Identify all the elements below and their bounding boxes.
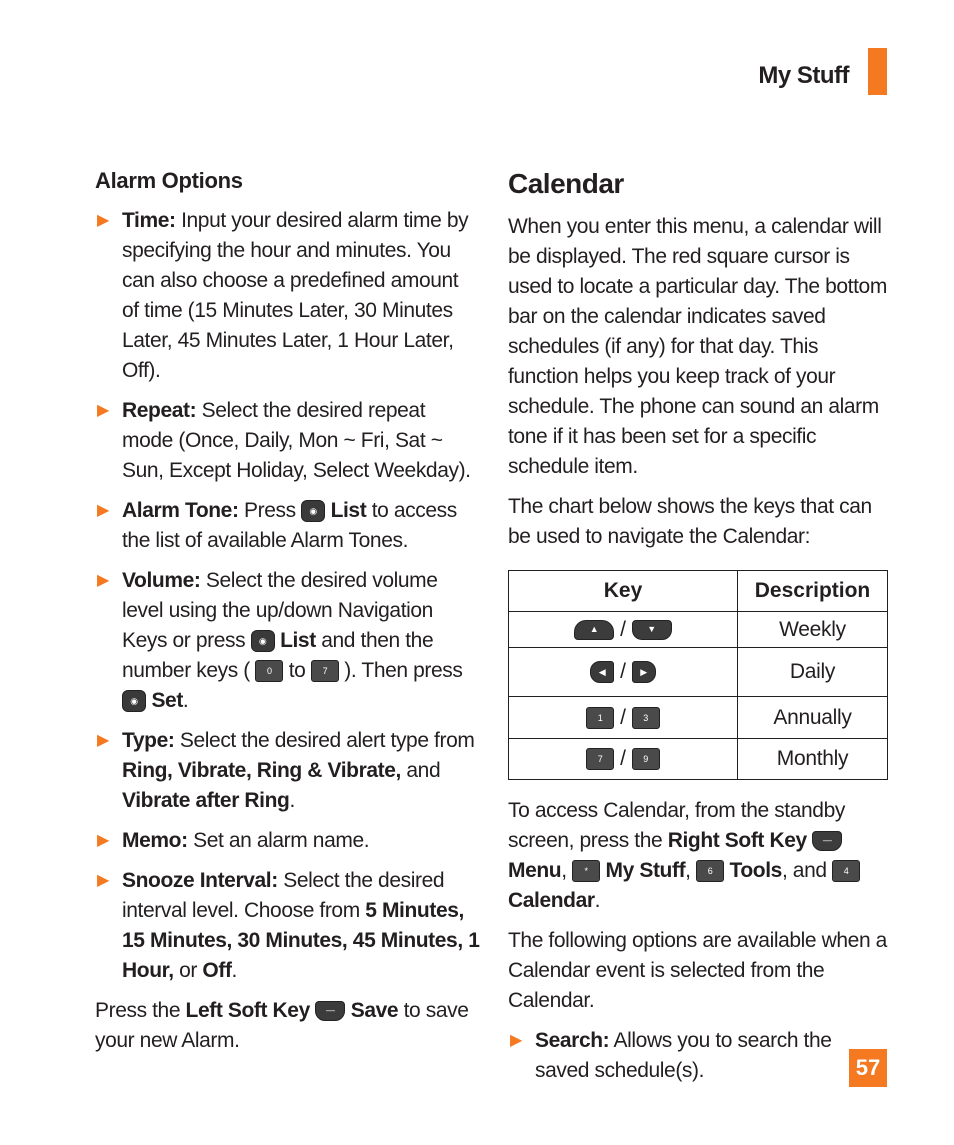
right-soft-key-label: Right Soft Key	[667, 829, 807, 852]
tools-label: Tools	[729, 859, 782, 882]
bullet-arrow-icon: ▶	[97, 402, 109, 419]
table-row	[509, 648, 888, 697]
bullet-arrow-icon: ▶	[97, 572, 109, 589]
key-4-icon: 4	[832, 860, 860, 882]
nav-right-key-icon: ▶	[632, 661, 656, 683]
repeat-text: Select the desired repeat mode (Once, Daily, Mon ~ Fri, Sat ~ Sun, Except Holiday, Select Weekday).	[122, 399, 471, 482]
options-intro: The following options are available when a Calendar event is selected from the Calendar.	[508, 929, 887, 1012]
save-paragraph	[95, 996, 480, 1056]
bullet-repeat	[95, 396, 480, 486]
alarm-tone-text2: to access the list of available Alarm Tones.	[122, 499, 457, 552]
bullet-arrow-icon: ▶	[510, 1032, 522, 1049]
access-end: .	[594, 889, 601, 912]
table-cell-key	[509, 612, 738, 648]
access-and: , and	[781, 859, 833, 882]
volume-text3: to	[283, 659, 311, 682]
bullet-volume	[95, 566, 480, 716]
type-label: Type:	[122, 729, 175, 752]
bullet-alarm-tone	[95, 496, 480, 556]
bullet-snooze	[95, 866, 480, 986]
my-stuff-label: My Stuff	[605, 859, 686, 882]
alarm-options-heading: Alarm Options	[95, 168, 243, 193]
left-soft-key-label: Left Soft Key	[185, 999, 310, 1022]
key-separator: /	[620, 660, 626, 683]
snooze-text1: Select the desired interval level. Choose from	[122, 869, 445, 922]
key-0-icon: 0	[255, 660, 283, 682]
bullet-time	[95, 206, 480, 386]
bullet-type	[95, 726, 480, 816]
nav-down-key-icon: ▼	[632, 620, 672, 640]
set-label: Set	[151, 689, 183, 712]
save-text2: to save your new Alarm.	[95, 999, 469, 1052]
left-soft-key-icon: —	[315, 1001, 345, 1021]
right-soft-key-icon: —	[812, 831, 842, 851]
save-text1: Press the	[95, 999, 186, 1022]
bullet-arrow-icon: ▶	[97, 212, 109, 229]
table-cell-description: Daily	[738, 648, 888, 697]
menu-label: Menu	[508, 859, 562, 882]
list-label: List	[330, 499, 367, 522]
type-text3: .	[289, 789, 295, 812]
ok-key-icon: ◉	[251, 630, 275, 652]
table-row	[509, 739, 888, 780]
page-number: 57	[849, 1049, 887, 1087]
right-column	[508, 166, 888, 1096]
snooze-off: Off	[202, 959, 232, 982]
alarm-tone-label: Alarm Tone:	[122, 499, 239, 522]
left-column	[95, 166, 480, 1066]
key-7-icon: 7	[586, 748, 614, 770]
table-header-description: Description	[738, 571, 888, 612]
volume-text4: ). Then press	[338, 659, 463, 682]
key-6-icon: 6	[696, 860, 724, 882]
table-header-key: Key	[509, 571, 738, 612]
type-text2: and	[400, 759, 441, 782]
key-7-icon: 7	[311, 660, 339, 682]
time-text: Input your desired alarm time by specifying the hour and minutes. You can also choose a predefined amount of time (15 Minutes Later, 30 Minutes Later, 45 Minutes Later, 1 Hour Later, Off).	[122, 209, 469, 382]
type-opts: Ring, Vibrate, Ring & Vibrate,	[122, 759, 401, 782]
search-label: Search:	[535, 1029, 610, 1052]
nav-left-key-icon: ◀	[590, 661, 614, 683]
bullet-arrow-icon: ▶	[97, 832, 109, 849]
volume-text1: Select the desired volume level using the up/down Navigation Keys or press	[122, 569, 438, 652]
volume-text2: and then the number keys (	[122, 629, 434, 682]
table-row	[509, 697, 888, 739]
header-accent-bar	[868, 48, 887, 95]
table-cell-key	[509, 648, 738, 697]
bullet-arrow-icon: ▶	[97, 502, 109, 519]
key-star-icon: *	[572, 860, 600, 882]
header-title: My Stuff	[758, 62, 849, 89]
list-label: List	[280, 629, 316, 652]
save-label: Save	[350, 999, 399, 1022]
ok-key-icon: ◉	[122, 690, 146, 712]
bullet-arrow-icon: ▶	[97, 732, 109, 749]
key-3-icon: 3	[632, 707, 660, 729]
table-row	[509, 612, 888, 648]
key-9-icon: 9	[632, 748, 660, 770]
volume-label: Volume:	[122, 569, 201, 592]
table-cell-description: Monthly	[738, 739, 888, 780]
snooze-opts: 5 Minutes, 15 Minutes, 30 Minutes, 45 Minutes, 1 Hour,	[122, 899, 480, 982]
time-label: Time:	[122, 209, 176, 232]
type-text1: Select the desired alert type from	[174, 729, 475, 752]
access-paragraph	[508, 796, 888, 916]
calendar-heading: Calendar	[508, 168, 624, 199]
table-header-row	[509, 571, 888, 612]
table-cell-key	[509, 697, 738, 739]
key-separator: /	[620, 747, 626, 770]
memo-label: Memo:	[122, 829, 188, 852]
snooze-text3: .	[231, 959, 237, 982]
key-separator: /	[620, 705, 626, 729]
navigation-key-table	[508, 570, 888, 780]
key-separator: /	[620, 617, 626, 641]
table-cell-description: Weekly	[738, 612, 888, 648]
access-comma1: ,	[561, 859, 567, 882]
repeat-label: Repeat:	[122, 399, 197, 422]
ok-key-icon: ◉	[301, 500, 325, 522]
access-text1: To access Calendar, from the standby screen, press the	[508, 799, 845, 852]
snooze-label: Snooze Interval:	[122, 869, 278, 892]
chart-intro: The chart below shows the keys that can be used to navigate the Calendar:	[508, 495, 872, 548]
bullet-arrow-icon: ▶	[97, 872, 109, 889]
key-1-icon: 1	[586, 707, 614, 729]
alarm-tone-text1: Press	[238, 499, 302, 522]
table-cell-description: Annually	[738, 697, 888, 739]
nav-up-key-icon: ▲	[574, 620, 614, 640]
type-opt-last: Vibrate after Ring	[122, 789, 290, 812]
bullet-memo	[95, 826, 480, 856]
snooze-text2: or	[173, 959, 203, 982]
calendar-intro: When you enter this menu, a calendar will be displayed. The red square cursor is used to locate a particular day. The bottom bar on the calendar indicates saved schedules (if any) for that day. This function helps you keep track of your schedule. The phone can sound an alarm tone if it has been set for a specific schedule item.	[508, 215, 887, 478]
access-comma2: ,	[685, 859, 691, 882]
bullet-search	[508, 1026, 888, 1086]
search-text: Allows you to search the saved schedule(s).	[535, 1029, 832, 1082]
volume-text5: .	[182, 689, 189, 712]
calendar-label: Calendar	[508, 889, 595, 912]
memo-text: Set an alarm name.	[187, 829, 370, 852]
table-cell-key	[509, 739, 738, 780]
